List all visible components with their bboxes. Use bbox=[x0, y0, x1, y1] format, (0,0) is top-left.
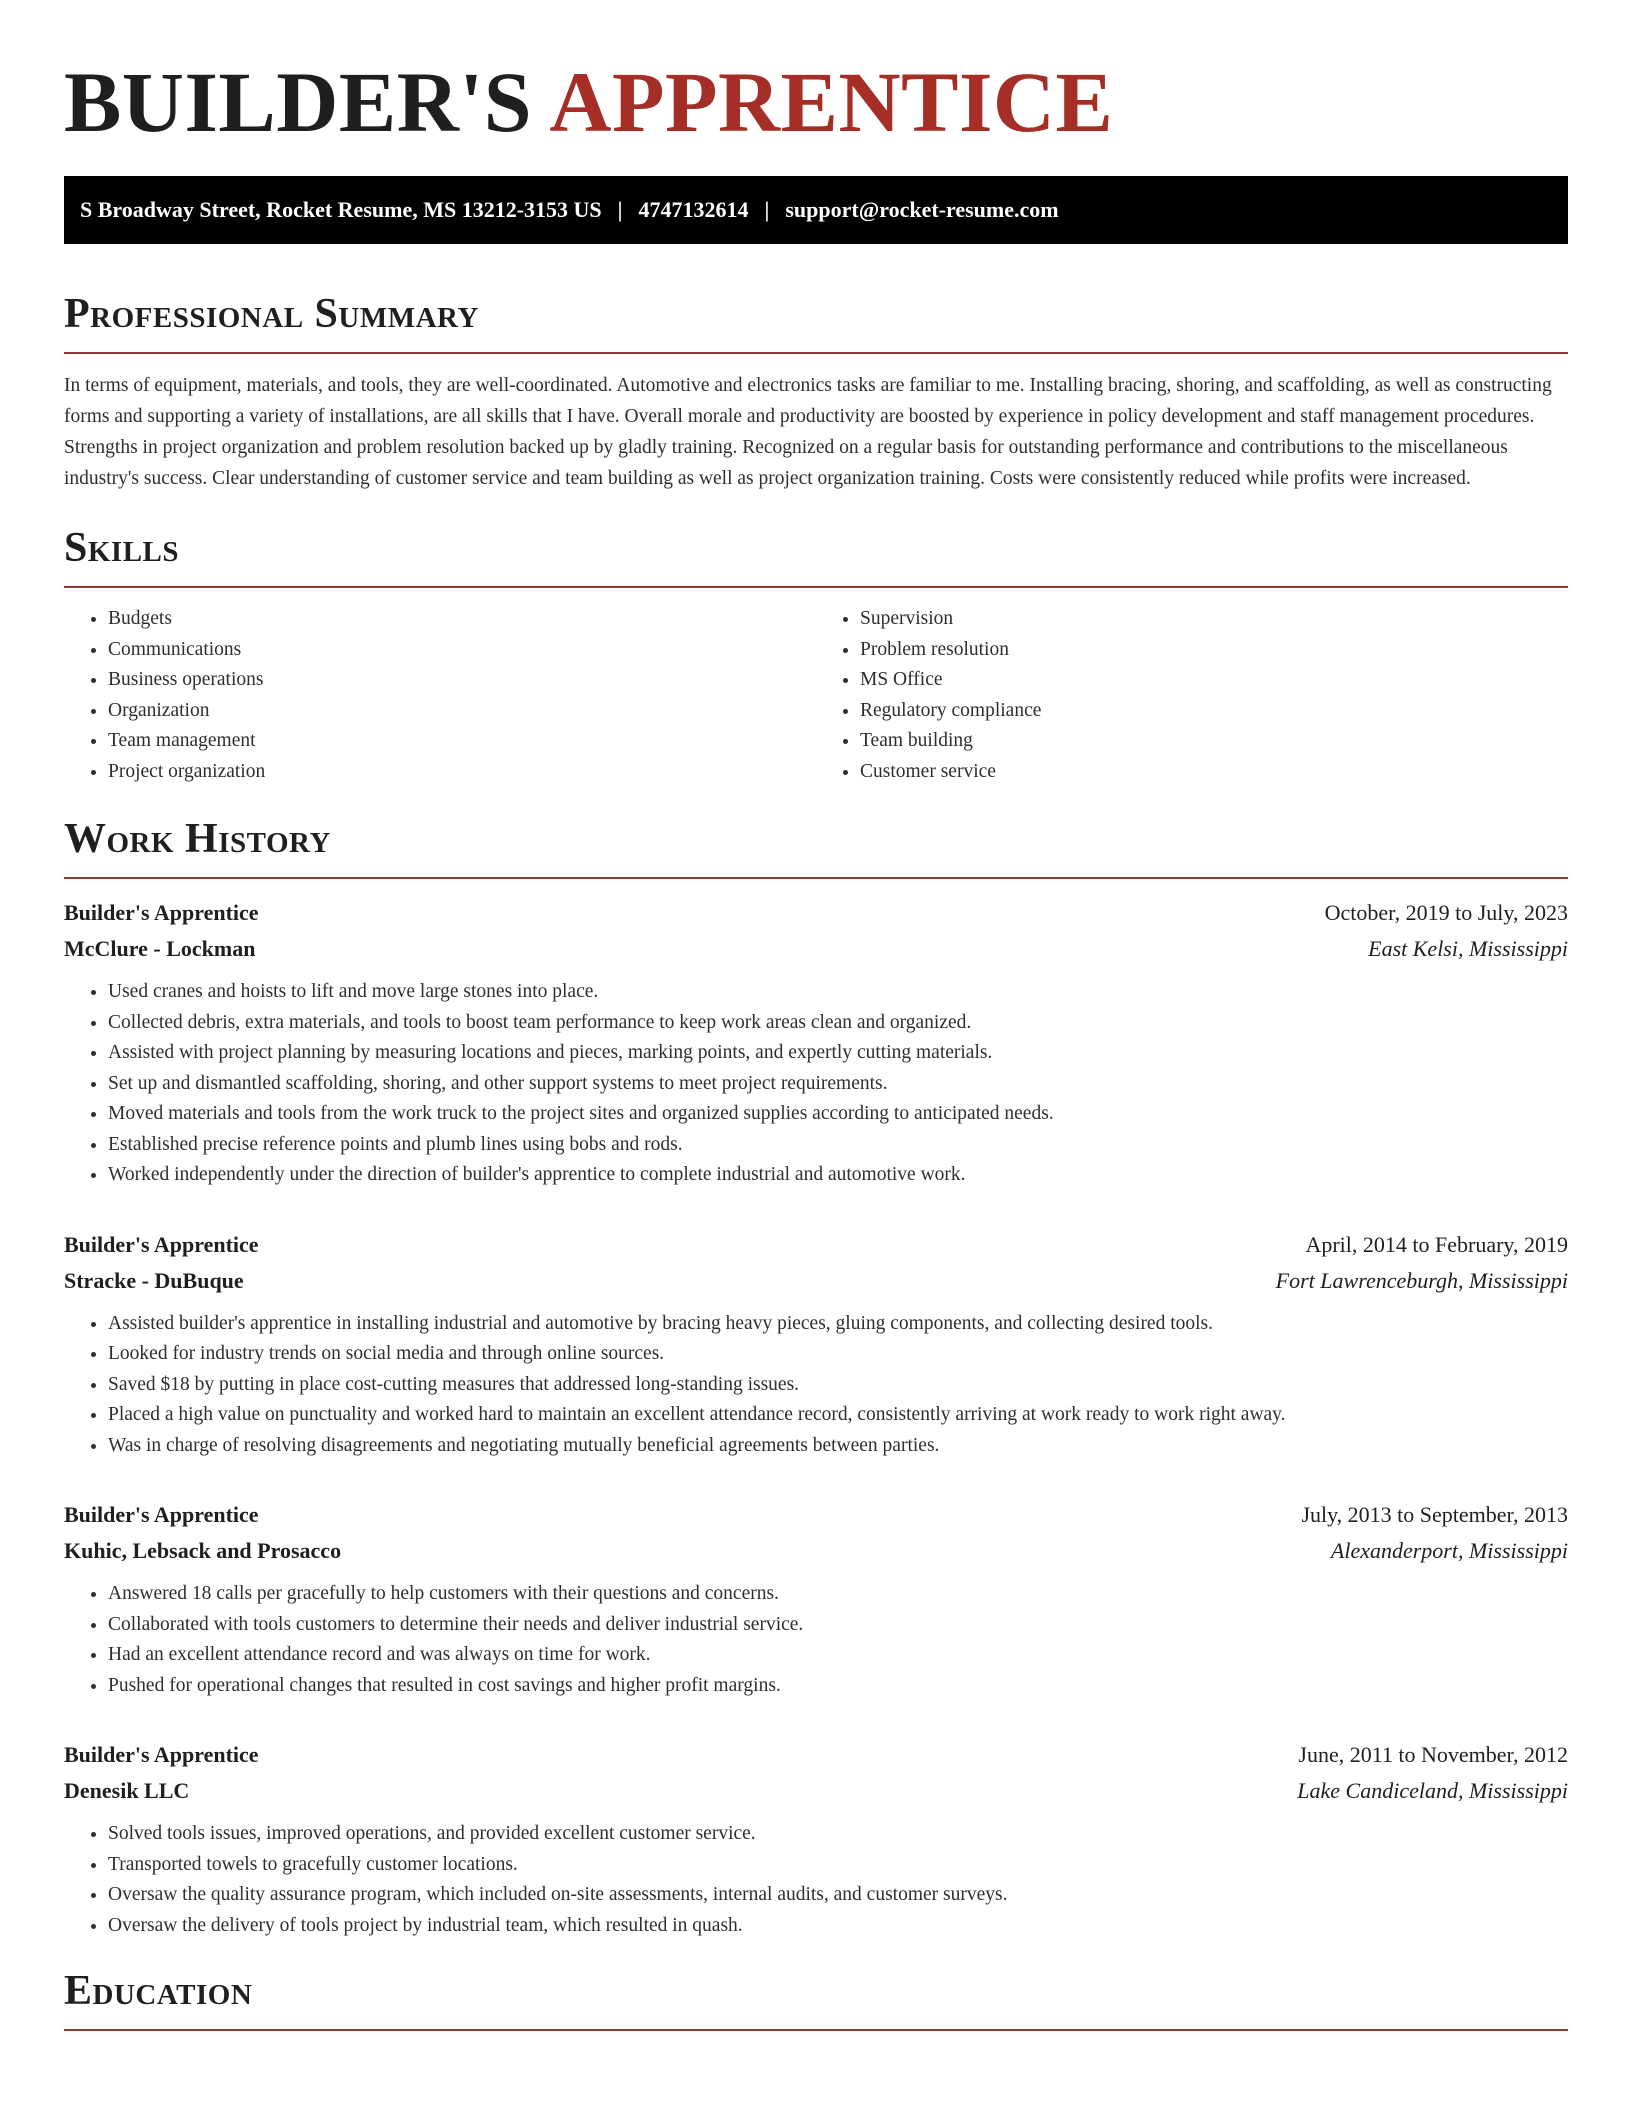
job-entry bbox=[64, 1497, 1568, 1701]
job-bullet-list bbox=[64, 1819, 1568, 1941]
job-header-row bbox=[64, 895, 1568, 931]
job-company: McClure - Lockman bbox=[64, 936, 256, 961]
skill-item: • Team management bbox=[108, 726, 816, 757]
job-bullet-list bbox=[64, 1579, 1568, 1701]
contact-email: support@rocket-resume.com bbox=[785, 197, 1059, 222]
contact-phone: 4747132614 bbox=[638, 197, 749, 222]
job-bullet: • Had an excellent attendance record and was always on time for work. bbox=[108, 1640, 1568, 1671]
job-title: Builder's Apprentice bbox=[64, 900, 259, 925]
skills-grid bbox=[64, 604, 1568, 787]
job-company: Denesik LLC bbox=[64, 1778, 190, 1803]
job-header-row bbox=[64, 1497, 1568, 1533]
skill-item: • Team building bbox=[860, 726, 1568, 757]
contact-separator: | bbox=[764, 197, 770, 222]
section-divider bbox=[64, 2029, 1568, 2031]
job-bullet-list bbox=[64, 1309, 1568, 1462]
job-bullet: • Collected debris, extra materials, and tools to boost team performance to keep work areas clean and organized. bbox=[108, 1008, 1568, 1039]
job-location: Alexanderport, Mississippi bbox=[1330, 1538, 1568, 1563]
job-location: East Kelsi, Mississippi bbox=[1368, 936, 1568, 961]
job-entry bbox=[64, 895, 1568, 1191]
contact-separator: | bbox=[617, 197, 623, 222]
job-entry bbox=[64, 1737, 1568, 1941]
job-dates: April, 2014 to February, 2019 bbox=[1305, 1231, 1568, 1257]
job-bullet: • Moved materials and tools from the work truck to the project sites and organized supplies according to anticipated needs. bbox=[108, 1099, 1568, 1130]
job-bullet-list bbox=[64, 977, 1568, 1191]
job-location: Lake Candiceland, Mississippi bbox=[1297, 1778, 1568, 1803]
job-company: Stracke - DuBuque bbox=[64, 1267, 244, 1293]
job-dates: July, 2013 to September, 2013 bbox=[1301, 1502, 1568, 1527]
skill-item: • Organization bbox=[108, 696, 816, 727]
job-bullet: • Placed a high value on punctuality and worked hard to maintain an excellent attendance record, consistently arriving at work ready to work right away. bbox=[108, 1400, 1568, 1431]
job-company-row bbox=[64, 1773, 1568, 1809]
job-company-row bbox=[64, 1263, 1568, 1299]
job-entry bbox=[64, 1227, 1568, 1462]
job-header-row bbox=[64, 1227, 1568, 1263]
job-bullet: • Collaborated with tools customers to determine their needs and deliver industrial service. bbox=[108, 1610, 1568, 1641]
section-divider bbox=[64, 586, 1568, 588]
skills-column-right bbox=[816, 604, 1568, 787]
summary-section bbox=[64, 290, 1568, 494]
job-bullet: • Answered 18 calls per gracefully to help customers with their questions and concerns. bbox=[108, 1579, 1568, 1610]
job-company-row bbox=[64, 931, 1568, 967]
skill-item: • Regulatory compliance bbox=[860, 696, 1568, 727]
job-bullet: • Oversaw the delivery of tools project by industrial team, which resulted in quash. bbox=[108, 1911, 1568, 1942]
skill-item: • Project organization bbox=[108, 757, 816, 788]
contact-bar bbox=[64, 176, 1568, 244]
skill-item: • MS Office bbox=[860, 665, 1568, 696]
skill-item: • Problem resolution bbox=[860, 635, 1568, 666]
job-company-row bbox=[64, 1533, 1568, 1569]
skill-item: • Budgets bbox=[108, 604, 816, 635]
skill-item: • Communications bbox=[108, 635, 816, 666]
job-bullet: • Pushed for operational changes that resulted in cost savings and higher profit margins. bbox=[108, 1671, 1568, 1702]
job-company: Kuhic, Lebsack and Prosacco bbox=[64, 1538, 342, 1563]
job-bullet: • Set up and dismantled scaffolding, shoring, and other support systems to meet project requirements. bbox=[108, 1069, 1568, 1100]
job-bullet: • Assisted builder's apprentice in installing industrial and automotive by bracing heavy pieces, gluing components, and collecting desired tools. bbox=[108, 1309, 1568, 1340]
job-bullet: • Was in charge of resolving disagreements and negotiating mutually beneficial agreements between parties. bbox=[108, 1431, 1568, 1462]
job-bullet: • Solved tools issues, improved operations, and provided excellent customer service. bbox=[108, 1819, 1568, 1850]
contact-address: S Broadway Street, Rocket Resume, MS 13212-3153 US bbox=[80, 197, 602, 222]
job-title: Builder's Apprentice bbox=[64, 1231, 259, 1257]
skills-section bbox=[64, 524, 1568, 787]
job-bullet: • Looked for industry trends on social media and through online sources. bbox=[108, 1339, 1568, 1370]
job-bullet: • Transported towels to gracefully customer locations. bbox=[108, 1850, 1568, 1881]
job-dates: October, 2019 to July, 2023 bbox=[1324, 900, 1568, 925]
job-bullet: • Oversaw the quality assurance program, which included on-site assessments, internal audits, and customer surveys. bbox=[108, 1880, 1568, 1911]
section-divider bbox=[64, 352, 1568, 354]
education-heading: Education bbox=[64, 1968, 253, 2014]
job-location: Fort Lawrenceburgh, Mississippi bbox=[1275, 1267, 1568, 1293]
job-bullet: • Saved $18 by putting in place cost-cutting measures that addressed long-standing issues. bbox=[108, 1370, 1568, 1401]
job-title: Builder's Apprentice bbox=[64, 1502, 259, 1527]
skill-item: • Supervision bbox=[860, 604, 1568, 635]
section-divider bbox=[64, 877, 1568, 879]
skill-item: • Customer service bbox=[860, 757, 1568, 788]
name-second: APPRENTICE bbox=[549, 54, 1114, 150]
skills-column-left bbox=[64, 604, 816, 787]
job-list bbox=[64, 895, 1568, 1941]
skill-item: • Business operations bbox=[108, 665, 816, 696]
education-section bbox=[64, 1967, 1568, 2031]
job-title: Builder's Apprentice bbox=[64, 1742, 259, 1767]
job-bullet: • Used cranes and hoists to lift and move large stones into place. bbox=[108, 977, 1568, 1008]
work-history-heading: Work History bbox=[64, 816, 331, 862]
job-bullet: • Assisted with project planning by measuring locations and pieces, marking points, and expertly cutting materials. bbox=[108, 1038, 1568, 1069]
summary-text: In terms of equipment, materials, and tools, they are well-coordinated. Automotive and electronics tasks are familiar to me. Installing bracing, shoring, and scaffolding, as well as constructing forms and supporting a variety of installations, are all skills that I have. Overall morale and productivity are boosted by experience in policy development and staff management procedures. Strengths in project organization and problem resolution backed up by gladly training. Recognized on a regular basis for outstanding performance and contributions to the miscellaneous industry's success. Clear understanding of customer service and team building as well as project organization training. Costs were consistently reduced while profits were increased. bbox=[64, 375, 1552, 489]
work-history-section bbox=[64, 815, 1568, 1941]
summary-heading: Professional Summary bbox=[64, 291, 479, 337]
job-header-row bbox=[64, 1737, 1568, 1773]
name-first: BUILDER'S bbox=[64, 54, 533, 150]
resume-name bbox=[64, 56, 1568, 148]
job-dates: June, 2011 to November, 2012 bbox=[1298, 1742, 1568, 1767]
skills-heading: Skills bbox=[64, 525, 180, 571]
job-bullet: • Established precise reference points and plumb lines using bobs and rods. bbox=[108, 1130, 1568, 1161]
job-bullet: • Worked independently under the direction of builder's apprentice to complete industrial and automotive work. bbox=[108, 1160, 1568, 1191]
